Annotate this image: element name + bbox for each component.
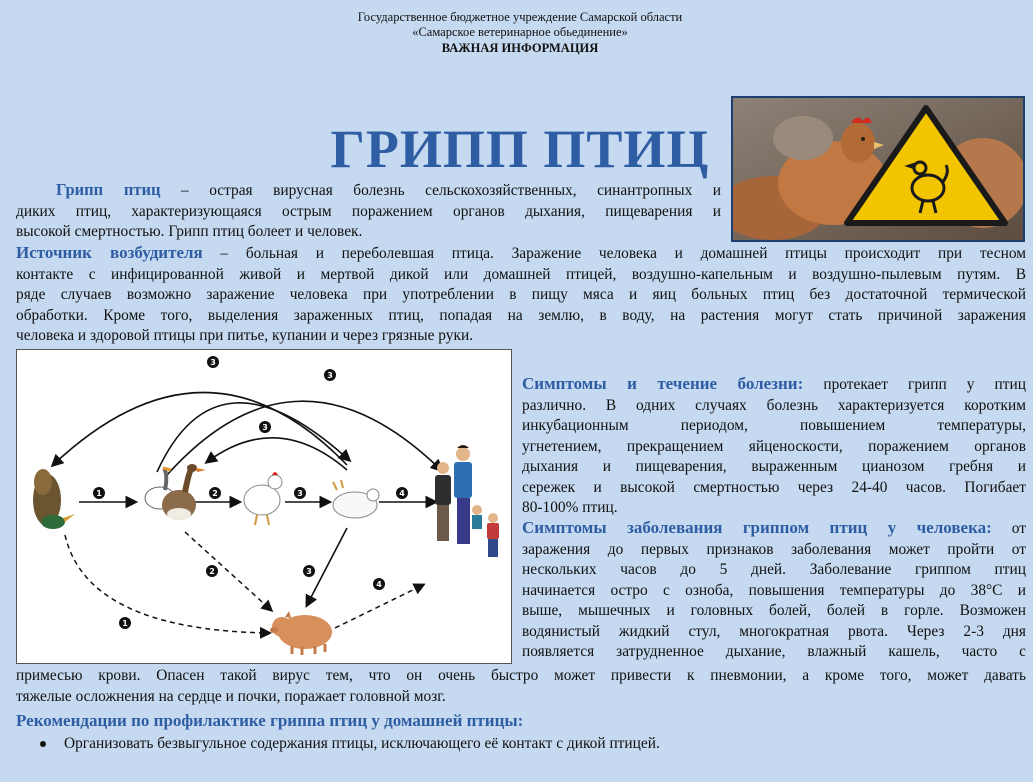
symptoms-line-4: угнетением, прекращением яйценоскости, поражением органов — [522, 437, 1026, 455]
source-line-1: – больная и переболевшая птица. Заражение человека и домашней птицы происходит при тесном — [202, 245, 1026, 262]
symptoms-line-2: различно. В одних случаях болезнь характеризуется коротким — [522, 396, 1026, 414]
symptoms-line-5: дыхания и пищеварения, выраженным цианозом гребня и — [522, 458, 1026, 475]
source-line-3: ряде случаев возможно заражение человека при употреблении в пищу мяса и яиц больных птиц без достаточной термической — [16, 286, 1026, 303]
human-symptoms-paragraph — [522, 518, 1026, 663]
badge-2a: 2 — [212, 489, 218, 498]
badge-3e: 3 — [306, 567, 312, 576]
badge-3c: 3 — [262, 423, 268, 432]
symptoms-line-6: сережек и высокой смертностью через 24-40 часов. Погибает — [522, 478, 1026, 496]
arc-chicken-to-wildbird — [53, 393, 347, 466]
symptoms-paragraph — [522, 374, 1026, 519]
human-line-7: появляется затрудненное дыхание, влажный кашель, часто с — [522, 643, 1026, 660]
goose-icon — [145, 464, 206, 520]
dead-chicken-icon — [333, 480, 379, 518]
human-line-2: заражения до первых признаков заболевания может пройти от — [522, 540, 1026, 558]
symptoms-term: Симптомы и течение болезни: — [522, 374, 804, 393]
intro-line-2: диких птиц, характеризующаяся острым поражением органов дыхания, пищеварения и — [16, 202, 721, 220]
header-important: ВАЖНАЯ ИНФОРМАЦИЯ — [441, 41, 599, 55]
badge-2b: 2 — [209, 567, 215, 576]
badge-1a: 1 — [96, 489, 102, 498]
transmission-diagram — [16, 349, 512, 664]
wild-duck-icon — [33, 469, 75, 529]
source-line-5: человека и здоровой птицы при питье, купании и через грязные руки. — [16, 327, 474, 344]
human-symptoms-term: Симптомы заболевания гриппом птиц у человека: — [522, 518, 992, 537]
badge-3a: 3 — [210, 358, 216, 367]
arc-duck-to-chicken — [157, 403, 349, 472]
intro-term: Грипп птиц — [56, 180, 161, 199]
source-paragraph — [16, 243, 1026, 347]
badge-4a: 4 — [399, 489, 405, 498]
intro-paragraph — [16, 180, 721, 243]
symptoms-line-3: инкубационным периодом, повышением температуры, — [522, 417, 1026, 434]
white-hen-icon — [244, 472, 282, 525]
badge-3d: 3 — [297, 489, 303, 498]
human-line-8: примесью крови. Опасен такой вирус тем, что он очень быстро может привести к пневмонии, а кроме того, может давать — [16, 667, 1026, 684]
badge-1b: 1 — [122, 619, 128, 628]
recommendations-title: Рекомендации по профилактике гриппа птиц у домашней птицы: — [16, 711, 524, 730]
recommendation-item — [40, 735, 660, 753]
human-line-6: водянистый жидкий стул, многократная рвота. Через 2-3 дня — [522, 622, 1026, 640]
bullet-icon — [40, 741, 46, 747]
human-line-1: от — [991, 520, 1026, 537]
human-family-icon — [435, 445, 499, 557]
human-symptoms-continued — [16, 666, 1026, 707]
page-title: ГРИПП ПТИЦ — [330, 119, 710, 179]
arc-duck-to-human — [167, 401, 441, 475]
header-org: Государственное бюджетное учреждение Самарской области — [357, 10, 683, 24]
source-line-4: обработки. Кроме того, выделения зараженных птиц, попадая на землю, в воду, на растения могут стать причиной заражения — [16, 306, 1026, 324]
source-term: Источник возбудителя — [16, 243, 203, 262]
symptoms-line-7: 80-100% птиц. — [522, 499, 618, 516]
human-line-5: выше, мышечных и головных болей, болей в горле. Возможен — [522, 602, 1026, 619]
recommendation-item-text: Организовать безвыгульное содержания птицы, исключающего её контакт с дикой птицей. — [64, 735, 660, 752]
pig-icon — [270, 611, 332, 655]
human-line-4: начинается остро с озноба, повышения температуры до 38°С и — [522, 581, 1026, 599]
intro-line-3: высокой смертностью. Грипп птиц болеет и человек. — [16, 223, 363, 240]
badge-4b: 4 — [376, 580, 382, 589]
header-org-name: «Самарское ветеринарное обьединение» — [412, 25, 628, 39]
symptoms-line-1: протекает грипп у птиц — [803, 376, 1026, 393]
transmission-diagram-svg — [17, 350, 511, 663]
chicken-photo-image — [733, 98, 1023, 240]
chicken-warning-photo — [731, 96, 1025, 242]
human-line-9: тяжелые осложнения на сердце и почки, поражает головной мозг. — [16, 687, 446, 705]
badge-3b: 3 — [327, 371, 333, 380]
human-line-3: нескольких часов до 5 дней. Заболевание гриппом птиц — [522, 561, 1026, 578]
intro-line-1: – острая вирусная болезнь сельскохозяйственных, синантропных и — [160, 182, 722, 199]
arc-chicken-back — [207, 438, 347, 470]
source-line-2: контакте с инфицированной живой и мертвой дикой или домашней птицей, воздушно-капельным и воздушно-пылевым путям. В — [16, 265, 1026, 283]
